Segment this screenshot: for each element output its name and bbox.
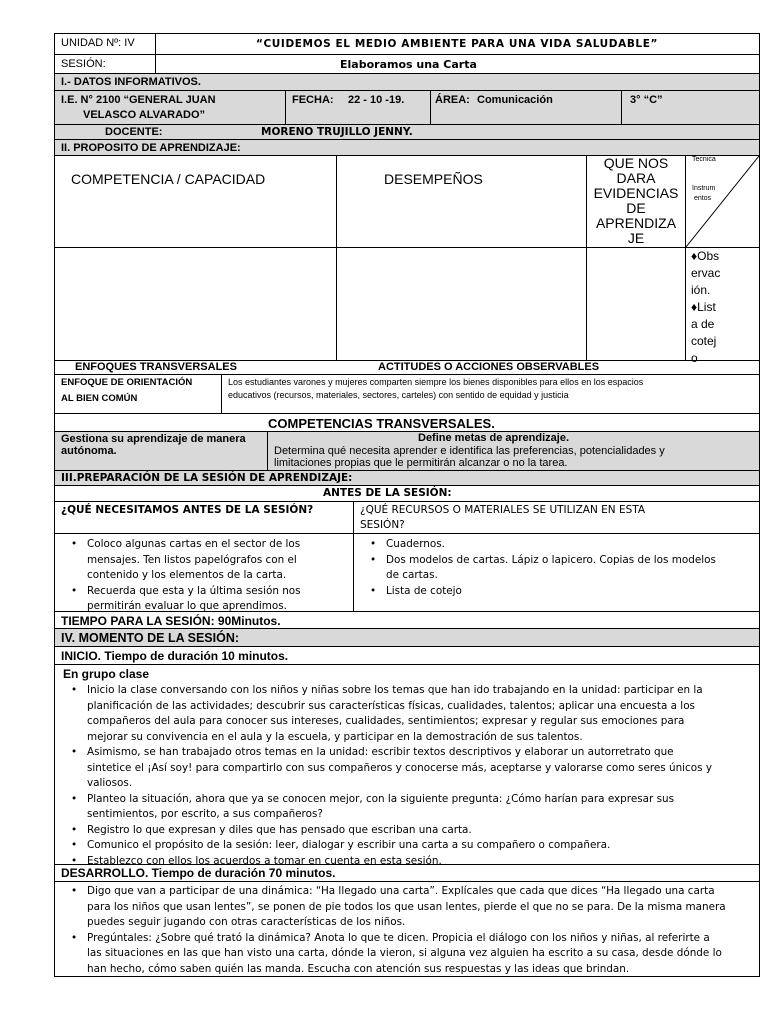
enfoque-line-2: AL BIEN COMÚN [61, 393, 138, 404]
list-item [87, 537, 301, 584]
list-item [87, 745, 768, 792]
gestiona-line-1: Gestiona su aprendizaje de manera [61, 433, 246, 445]
instrumento-line: ♦List [691, 300, 716, 314]
list-item [87, 823, 768, 839]
instrumento-line: cotej [691, 334, 717, 348]
competencia-header-cell [54, 155, 337, 248]
momento-title: IV. MOMENTO DE LA SESIÓN: [61, 631, 240, 645]
list-line: • Registro lo que expresan y diles que has pensado que escriban una carta. [87, 823, 472, 836]
list-item [87, 683, 768, 745]
q1-label: ¿QUÉ NECESITAMOS ANTES DE LA SESIÓN? [61, 504, 314, 516]
grado-cell [621, 90, 760, 125]
list-item [386, 584, 716, 600]
proposito-section-header [54, 139, 760, 156]
unidad-title-cell [155, 33, 760, 55]
unidad-title: “CUIDEMOS EL MEDIO AMBIENTE PARA UNA VIDA SALUDABLE” [256, 38, 658, 50]
sesion-label: SESIÓN: [61, 58, 106, 70]
list-item [87, 884, 768, 931]
list-line: • Inicio la clase conversando con los niños y niñas sobre los temas que han ido trabajando en la unidad: participar en la [87, 684, 703, 696]
list-line: • Recuerda que esta y la última sesión nos [87, 584, 301, 597]
enfoques-col1: ENFOQUES TRANSVERSALES [75, 361, 237, 373]
list-item [386, 553, 716, 584]
evidencias-line: EVIDENCIAS [593, 185, 679, 201]
inicio-body [54, 664, 760, 865]
list-item [87, 931, 768, 978]
evidencias-header-cell [586, 155, 686, 248]
ie-line-1: I.E. N° 2100 “GENERAL JUAN [61, 94, 216, 106]
necesitamos-list [65, 537, 301, 615]
instrumentos-body-cell [685, 247, 760, 365]
docente-label: DOCENTE: [105, 126, 163, 138]
sesion-label-cell [54, 54, 156, 74]
fecha-label: FECHA: [292, 94, 334, 106]
list-item [386, 537, 716, 553]
list-line: sentimientos, por escrito, a sus compañeros? [87, 808, 323, 820]
instrumentos-list [691, 248, 720, 367]
metas-line-2: limitaciones propias que le permitirán alcanzar o no la tarea. [274, 457, 568, 469]
list-line: han hecho, cómo saben quién las manda. Escucha con atención sus respuestas y las ideas que brindan. [87, 962, 630, 975]
desempenos-body-cell [336, 247, 587, 361]
antes-title: ANTES DE LA SESIÓN: [323, 487, 452, 499]
list-line: mejorar su convivencia en el aula y la escuela, y participar en la demostración de sus talentos. [87, 730, 583, 743]
list-item [87, 792, 768, 823]
enfoques-col2: ACTITUDES O ACCIONES OBSERVABLES [378, 361, 600, 373]
necesitamos-cell [54, 533, 354, 612]
fecha-cell [285, 90, 431, 125]
list-line: planificación de las actividades; descubrir sus características físicas, cualidades, talentos; aplicar una encuesta a los [87, 699, 695, 712]
datos-section-header [54, 73, 760, 91]
metas-cell [267, 431, 760, 471]
competencias-transversales-header [54, 413, 760, 432]
proposito-title: II. PROPOSITO DE APRENDIZAJE: [61, 142, 241, 154]
gestiona-line-2: autónoma. [61, 445, 117, 457]
ie-line-2: VELASCO ALVARADO” [83, 109, 206, 121]
list-line: • Digo que van a participar de una dinámica: “Ha llegado una carta”. Explícales que cada que dices “Ha llegado una carta [87, 885, 715, 897]
datos-title: I.- DATOS INFORMATIVOS. [61, 76, 201, 88]
inicio-row [54, 646, 760, 665]
instrumento-line: a de [691, 317, 715, 331]
sesion-title: Elaboramos una Carta [340, 58, 477, 71]
actitud-line-2: educativos (recursos, materiales, sectores, carteles) con sentido de equidad y justicia [228, 390, 569, 400]
instrumentos-label-1: Instrum [692, 185, 716, 192]
instrumentos-label-2: entos [694, 195, 712, 202]
tiempo-row [54, 611, 760, 629]
list-line: puedes seguir jugando con otras características de los niños. [87, 916, 406, 928]
list-item [87, 838, 768, 854]
desarrollo-label: DESARROLLO. Tiempo de duración 70 minutos. [61, 866, 336, 880]
list-item [87, 584, 301, 615]
q2-line-1: ¿QUÉ RECURSOS O MATERIALES SE UTILIZAN EN ESTA [360, 504, 646, 516]
desempenos-header: DESEMPEÑOS [384, 171, 483, 187]
lesson-plan-sheet [54, 33, 760, 977]
area-value: Comunicación [477, 94, 553, 106]
preparacion-section-header [54, 470, 760, 486]
inicio-label: INICIO. Tiempo de duración 10 minutos. [61, 649, 289, 663]
area-label: ÁREA: [435, 94, 470, 106]
desarrollo-list [65, 884, 768, 977]
tecnica-header-cell [685, 155, 760, 248]
list-line: • Establezco con ellos los acuerdos a tomar en cuenta en esta sesión. [87, 854, 442, 867]
list-line: • Coloco algunas cartas en el sector de los [87, 538, 301, 550]
docente-row [54, 124, 760, 140]
evidencias-line: DE [626, 200, 646, 216]
list-line: • Cuadernos. [386, 538, 445, 550]
q2-line-2: SESIÓN? [360, 519, 405, 531]
desempenos-header-cell [336, 155, 587, 248]
competencia-header: COMPETENCIA / CAPACIDAD [71, 171, 266, 187]
actitud-line-1: Los estudiantes varones y mujeres comparten siempre los bienes disponibles para ellos en los espacios [228, 377, 644, 387]
list-line: valiosos. [87, 777, 133, 789]
list-line: compañeros del aula para conocer sus intereses, cualidades, sentimientos; expresar y regular sus emociones para [87, 715, 685, 727]
competencias-transversales-title: COMPETENCIAS TRANSVERSALES. [268, 416, 495, 431]
fecha-value: 22 - 10 -19. [348, 94, 405, 106]
list-line: • Planteo la situación, ahora que ya se conocen mejor, con la siguiente pregunta: ¿Cómo harían para expresar sus [87, 792, 674, 805]
evidencias-line: QUE NOS [603, 155, 669, 171]
list-line: • Dos modelos de cartas. Lápiz o lapicero. Copias de los modelos [386, 553, 716, 566]
list-line: las situaciones en las que han visto una carta, dónde la vieron, si alguna vez alguien ha escrito a su casa, desde dónde lo [87, 947, 722, 959]
preparacion-title: III.PREPARACIÓN DE LA SESIÓN DE APRENDIZAJE: [61, 472, 353, 484]
unidad-label-cell [54, 33, 156, 55]
momento-section-header [54, 628, 760, 647]
metas-line-1: Determina qué necesita aprender e identifica las preferencias, potencialidades y [274, 445, 665, 457]
recursos-list [364, 537, 716, 599]
metas-title: Define metas de aprendizaje. [418, 432, 569, 444]
desarrollo-body [54, 881, 760, 977]
inicio-list [65, 683, 768, 869]
gestiona-cell [54, 431, 268, 471]
tecnica-label: Tecnica [692, 156, 716, 163]
tiempo-label: TIEMPO PARA LA SESIÓN: 90Minutos. [61, 614, 281, 628]
list-line: contenido y los elementos de la carta. [87, 569, 287, 581]
list-line: • Comunico el propósito de la sesión: leer, dialogar y escribir una carta a su compañero o compañera. [87, 839, 611, 851]
list-line: • Pregúntales: ¿Sobre qué trató la dinámica? Anota lo que te dicen. Propicia el diálogo con los niños y niñas, al referirte a [87, 931, 710, 944]
instrumento-line: o [691, 351, 698, 365]
enfoque-cell [54, 374, 222, 414]
list-line: • Asimismo, se han trabajado otros temas en la unidad: escribir textos descriptivos y elaborar un autorretrato que [87, 746, 674, 758]
desarrollo-row [54, 864, 760, 882]
list-line: mensajes. Ten listos papelógrafos con el [87, 553, 297, 566]
instrumento-line: ión. [691, 283, 711, 297]
enfoque-line-1: ENFOQUE DE ORIENTACIÓN [61, 377, 193, 388]
evidencias-body-cell [586, 247, 686, 361]
antes-row [54, 485, 760, 502]
actitud-cell [221, 374, 760, 414]
list-line: permitirán evaluar lo que aprendimos. [87, 600, 287, 612]
list-line: • Lista de cotejo [386, 584, 462, 597]
list-line: para los niños que usan lentes”, se ponen de pie todos los que usan lentes, pierde el que no se para. De la misma manera [87, 900, 726, 913]
enfoques-header-row [54, 360, 760, 375]
grupo-clase-label: En grupo clase [63, 667, 150, 681]
evidencias-line: JE [627, 230, 645, 246]
list-line: sintetice el ¡Así soy! para compartirlo con sus compañeros y conocerse más, aceptarse y valorarse como seres únicos y [87, 761, 712, 774]
evidencias-line: DARA [616, 170, 656, 186]
competencia-body-cell [54, 247, 337, 361]
recursos-cell [353, 533, 760, 612]
evidencias-line: APRENDIZA [595, 215, 677, 231]
sesion-title-cell [155, 54, 760, 74]
q1-cell [54, 501, 354, 534]
instrumento-line: ♦Obs [691, 249, 720, 263]
q2-cell [353, 501, 760, 534]
grado-value: 3° “C” [630, 94, 663, 106]
docente-value: MORENO TRUJILLO JENNY. [261, 126, 413, 138]
area-cell [430, 90, 622, 125]
instrumento-line: ervac [691, 266, 721, 280]
list-line: de cartas. [386, 569, 438, 581]
unidad-label: UNIDAD Nº: IV [61, 37, 135, 49]
ie-cell [54, 90, 286, 125]
evidencias-header [587, 156, 685, 246]
